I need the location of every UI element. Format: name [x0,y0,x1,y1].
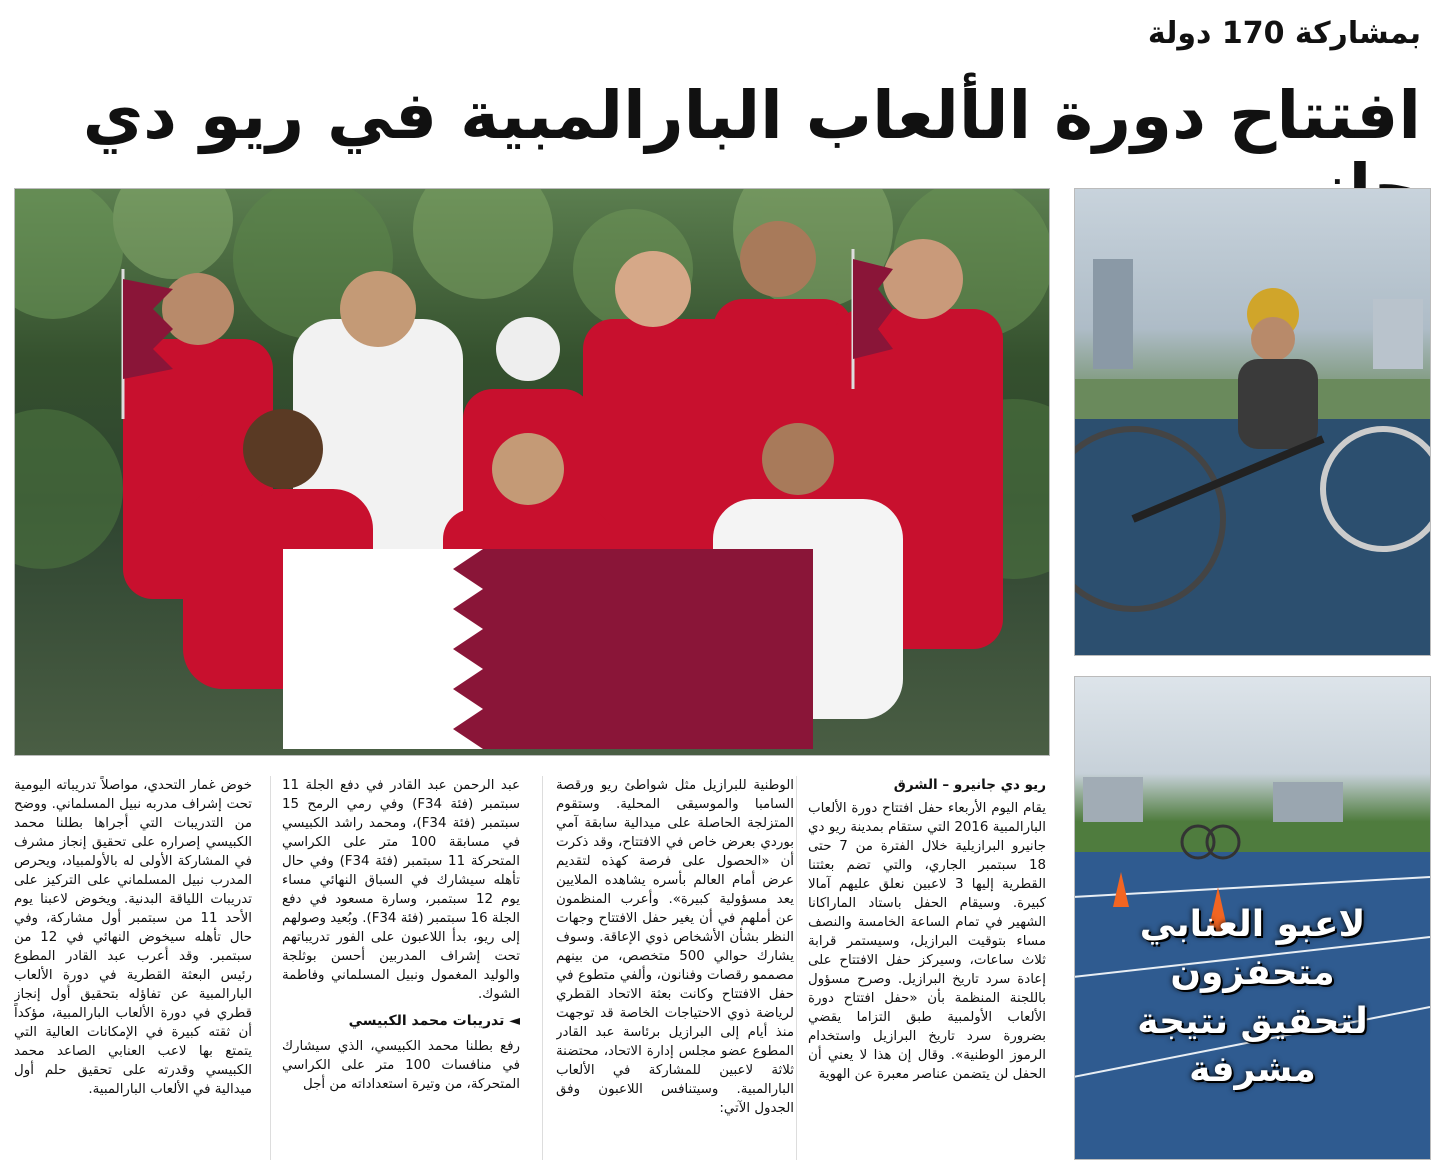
subheading: ◄ تدريبات محمد الكبيسي [348,1013,520,1029]
article-column-3 [282,776,520,1160]
caption-line-1: لاعبو العنابي متحفزون [1139,903,1366,994]
column-divider [796,776,797,1160]
article-column-1 [808,776,1046,1160]
headline: افتتاح دورة الألعاب البارالمبية في ريو دي [82,77,1421,154]
team-photo-illustration [14,189,1049,756]
photo-caption-overlay [1085,901,1420,1095]
article-text-3b: رفع بطلنا محمد الكبيسي، الذي سيشارك في منافسات 100 متر على الكراسي المتحركة، من وتيرة استعداداته من أجل [282,1039,520,1092]
article-text-4: خوض غمار التحدي، مواصلاً تدريباته اليومية تحت إشراف مدربه نبيل المسلماني. ووضح من التدريبات التي أجراها بطلنا محمد الكبيسي إصراره على تحقيق إنجاز مشرف في المشاركة الأولى له بالأولمبياد، ويحرص المدرب نبيل المسلماني على التركيز على تدريبات اللياقة البدنية. ويخوض لاعبنا يوم الأحد 11 من سبتمبر أول مشاركة، وفي حال تأهله سيخوض النهائي في 12 من سبتمبر. وقد أعرب عبد القادر المطوع رئيس البعثة القطرية في دورة الألعاب البارالمبية عن تفاؤله بتحقيق أول إنجاز قطري في دورة الألعاب البارالمبية، مؤكداً أن ثقته كبيرة في الإمكانات العالية التي يتمتع بها لاعب العنابي الصاعد محمد الكبيسي وقدرته على تحقيق حلم أول ميدالية في الألعاب البارالمبية. [14,778,252,1097]
athlete-photo-illustration [1074,189,1430,656]
kicker: بمشاركة 170 دولة [1147,16,1421,51]
article-text-2: الوطنية للبرازيل مثل شواطئ ريو ورقصة السامبا والموسيقى المحلية. وستقوم المتزلجة الحاصلة على ميدالية سابقة آمي بوردي بعرض خاص في الافتتاح، وقد ذكرت أن «الحصول على فرصة كهذه لتقديم عرض أمام العالم بأسره يشاهده الملايين يعد مسؤولية كبيرة». وأعرب المنظمون عن أملهم في أن يغير حفل الافتتاح وجهات النظر بشأن الأشخاص ذوي الإعاقة. وسوف يشارك حوالي 500 متخصص، من بينهم مصممو رقصات وفنانون، وألفي متطوع في حفل الافتتاح وكانت بعثة الاتحاد القطري لرياضة ذوي الاحتياجات الخاصة قد توجهت منذ أيام إلى البرازيل برئاسة عبد القادر المطوع عضو مجلس إدارة الاتحاد، محتضنة ثلاثة لاعبين للمشاركة في الألعاب البارالمبية. وسيتنافس اللاعبون وفق الجدول الآتي: [556,778,794,1116]
byline: ريو دي جانيرو – الشرق [893,777,1046,793]
track-photo [1074,676,1431,1160]
column-divider [542,776,543,1160]
article-column-2 [556,776,794,1160]
column-divider [270,776,271,1160]
caption-line-2: لتحقيق نتيجة مشرفة [1137,1000,1368,1091]
article-text-1: يقام اليوم الأربعاء حفل افتتاح دورة الألعاب البارالمبية 2016 التي ستقام بمدينة ريو دي جانيرو البرازيلية خلال الفترة من 7 حتى 18 سبتمبر الجاري، والتي تضم بعثتنا القطرية إليها 3 لاعبين نعلق عليهم آمالا كبيرة. وسيقام الحفل باستاد الماراكانا الشهير في تمام الساعة الخامسة والنصف مساء بتوقيت البرازيل، وسيستمر قرابة ثلاث ساعات، وسيركز حفل الافتتاح على إعادة سرد تاريخ البرازيل. وصرح مسؤول باللجنة المنظمة بأن «حفل افتتاح دورة الألعاب الأولمبية طبق التزاما يقضي بضرورة سرد تاريخ البرازيل واستخدام الرموز الوطنية». وقال إن هذا لا يعني أن الحفل لن يتضمن عناصر معبرة عن الهوية [808,801,1046,1082]
team-photo [14,188,1050,756]
article-text-3a: عبد الرحمن عبد القادر في دفع الجلة 11 سبتمبر (فئة F34) وفي رمي الرمح 15 سبتمبر (فئة F34)، ومحمد راشد الكبيسي في مسابقة 100 متر على الكراسي المتحركة 11 سبتمبر (فئة F34) وفي حال تأهله سيشارك في السباق النهائي مساء يوم 12 سبتمبر، وسارة مسعود في دفع الجلة 16 سبتمبر (فئة F34). وبُعيد وصولهم إلى ريو، بدأ اللاعبون على الفور تدريباتهم تحت إشراف المدربين أحسن بوثلجة والوليد المغمول ونبيل المسلماني وفاطمة الشوك. [282,778,520,1002]
athlete-wheelchair-photo [1074,188,1431,656]
article-column-4 [14,776,252,1160]
